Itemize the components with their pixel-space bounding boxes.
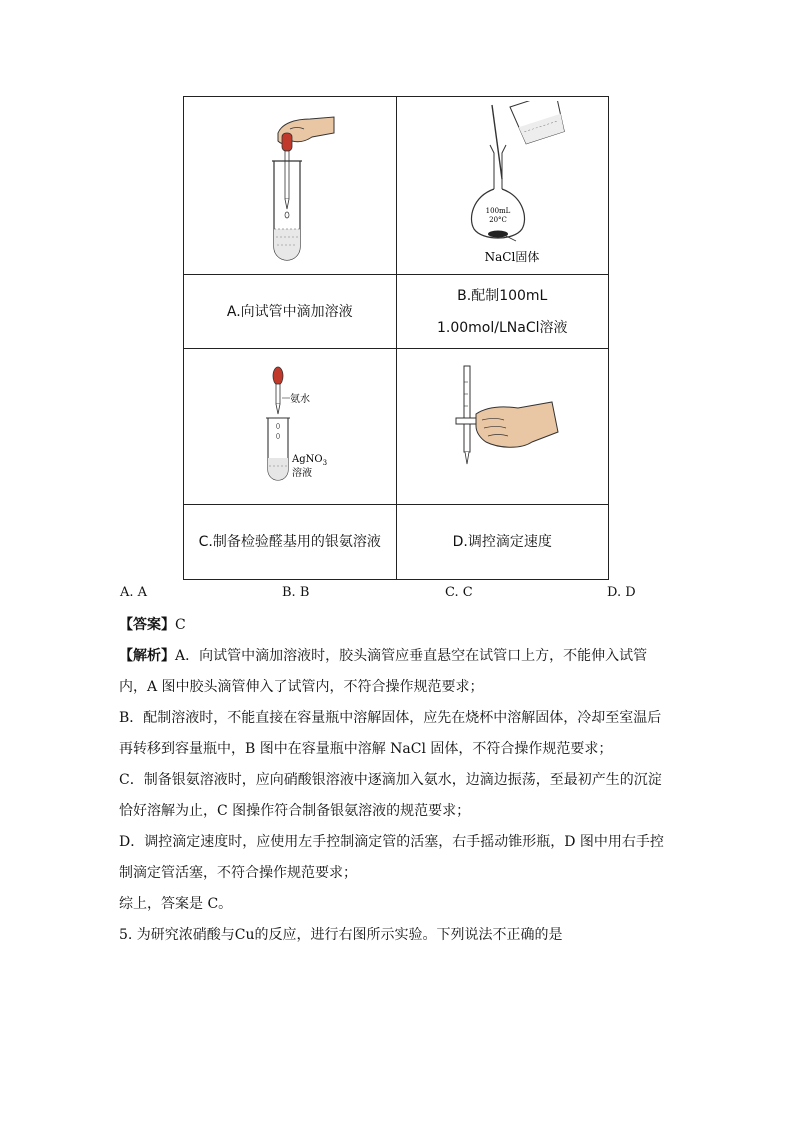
figure-cell-c — [184, 349, 397, 505]
analysis-tag: 【解析】 — [119, 648, 175, 664]
option-d[interactable]: D. D — [607, 585, 636, 600]
caption-a: A.向试管中滴加溶液 — [226, 303, 353, 320]
next-question: 5. 为研究浓硝酸与Cu的反应，进行右图所示实验。下列说法不正确的是 — [119, 927, 563, 943]
solid-label: NaCl固体 — [484, 249, 540, 264]
caption-d: D.调控滴定速度 — [452, 534, 552, 550]
analysis-line: A．向试管中滴加溶液时，胶头滴管应垂直悬空在试管口上方，不能伸入试管 — [175, 648, 648, 664]
figure-cell-a — [184, 97, 397, 275]
option-c[interactable]: C. C — [445, 585, 473, 600]
figure-cell-b — [396, 97, 609, 275]
question-table — [183, 96, 609, 580]
caption-cell-c — [184, 505, 397, 580]
caption-cell-d — [396, 505, 609, 580]
flask-volume-label: 100mL — [485, 206, 511, 215]
answer-value: C — [175, 617, 186, 633]
analysis-block — [119, 641, 679, 951]
answer-line — [119, 610, 679, 641]
analysis-line: 内，A 图中胶头滴管伸入了试管内，不符合操作规范要求； — [119, 679, 484, 695]
analysis-line: D．调控滴定速度时，应使用左手控制滴定管的活塞，右手摇动锥形瓶，D 图中用右手控 — [119, 834, 664, 850]
agno3-label: AgNO$_3$ — [291, 453, 327, 467]
answer-options — [120, 585, 640, 603]
volumetric-flask-figure — [432, 101, 572, 271]
burette-control-figure — [432, 362, 572, 492]
figure-cell-d — [396, 349, 609, 505]
option-a[interactable]: A. A — [120, 585, 148, 600]
silver-ammonia-figure — [230, 362, 350, 492]
analysis-line: 恰好溶解为止，C 图操作符合制备银氨溶液的规范要求； — [119, 803, 471, 819]
analysis-line: B．配制溶液时，不能直接在容量瓶中溶解固体，应先在烧杯中溶解固体，冷却至室温后 — [119, 710, 662, 726]
option-b[interactable]: B. B — [282, 585, 310, 600]
analysis-line: 再转移到容量瓶中，B 图中在容量瓶中溶解 NaCl 固体，不符合操作规范要求； — [119, 741, 613, 757]
caption-cell-a — [184, 275, 397, 349]
dropper-into-test-tube-figure — [230, 111, 350, 261]
caption-cell-b — [396, 275, 609, 349]
analysis-line: C．制备银氨溶液时，应向硝酸银溶液中逐滴加入氨水，边滴边振荡，至最初产生的沉淀 — [119, 772, 662, 788]
analysis-line: 制滴定管活塞，不符合操作规范要求； — [119, 865, 357, 881]
analysis-line: 综上，答案是 C。 — [119, 896, 233, 912]
flask-temp-label: 20°C — [489, 215, 508, 224]
caption-b: B.配制100mL 1.00mol/LNaCl溶液 — [437, 287, 568, 336]
solution-label: 溶液 — [291, 467, 312, 479]
caption-c: C.制备检验醛基用的银氨溶液 — [198, 534, 381, 550]
answer-tag: 【答案】 — [119, 617, 175, 633]
ammonia-label: 氨水 — [289, 393, 310, 405]
